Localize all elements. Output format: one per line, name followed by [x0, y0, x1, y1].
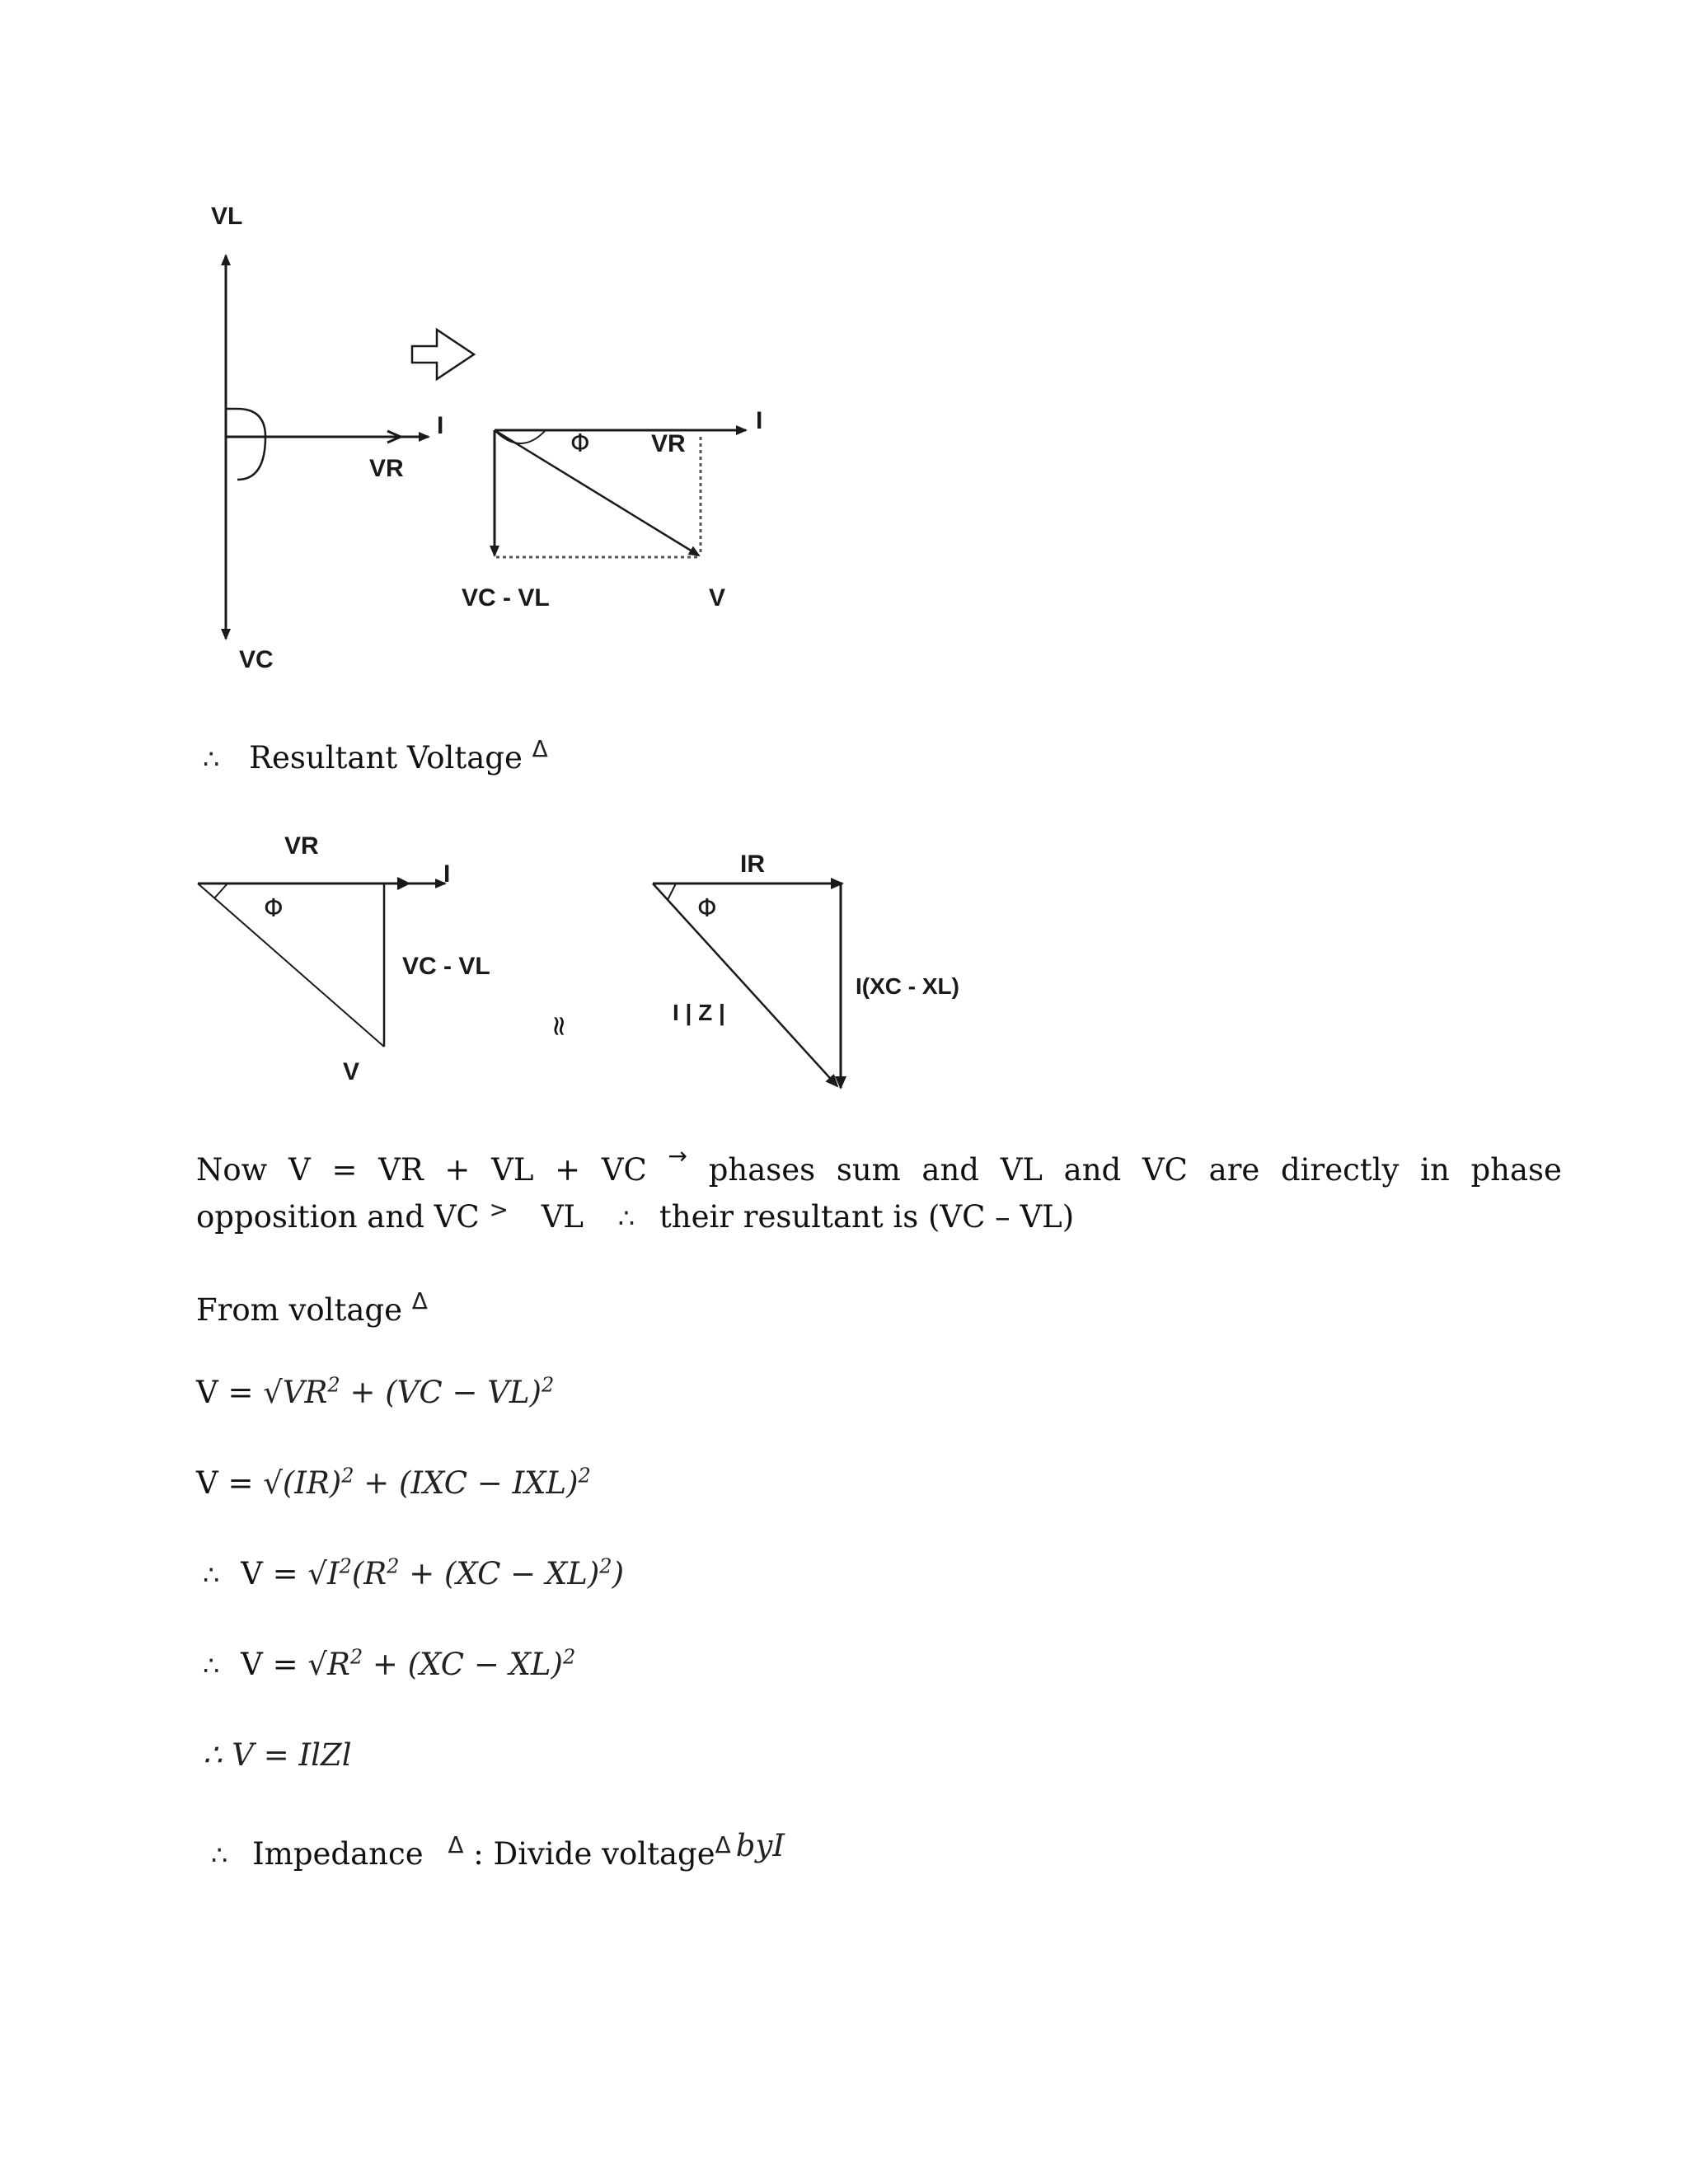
angle-arc — [495, 430, 546, 443]
therefore-symbol: ∴ — [203, 1650, 220, 1681]
ir-label: IR — [740, 851, 765, 878]
iz-hypotenuse — [653, 883, 837, 1086]
approx-symbol: ≈ — [542, 1014, 576, 1038]
impedance-text: Impedance — [252, 1836, 424, 1872]
delta-symbol: Δ — [411, 1287, 428, 1315]
phi-label: Φ — [264, 894, 284, 923]
vl-label: VL — [211, 203, 243, 230]
greater-than-symbol: > — [489, 1196, 509, 1223]
paragraph-text: VL — [541, 1199, 584, 1235]
equation-3: ∴ $V = √I^2(R^2 + (XC - XL)^2)$ — [203, 1554, 624, 1591]
equation-lhs: V = — [196, 1465, 254, 1501]
paragraph-word: + — [444, 1152, 471, 1188]
vr-label: VR — [651, 430, 686, 457]
v-hypotenuse — [198, 883, 384, 1047]
equation-lhs: V = — [196, 1375, 254, 1410]
ixc-xl-label: I(XC - XL) — [856, 973, 959, 999]
paragraph-word: = — [331, 1152, 358, 1188]
paragraph-word: VL — [491, 1152, 534, 1188]
paragraph-word: VR — [378, 1152, 424, 1188]
paragraph-line-2 — [196, 1196, 1562, 1235]
resultant-voltage-caption — [203, 735, 548, 776]
paragraph-word: sum — [836, 1152, 901, 1188]
paragraph-word: are — [1208, 1152, 1260, 1188]
paragraph — [196, 1142, 1562, 1235]
paragraph-text: opposition and VC — [196, 1199, 480, 1235]
vc-vl-label: VC - VL — [462, 584, 550, 612]
delta-symbol: Δ — [532, 735, 548, 762]
from-voltage-line — [196, 1287, 428, 1328]
paragraph-word: V — [288, 1152, 311, 1188]
therefore-symbol: ∴ — [617, 1202, 635, 1234]
paragraph-word: Now — [196, 1152, 268, 1188]
angle-arc — [226, 409, 265, 437]
vc-label: VC — [239, 646, 274, 673]
vr-label: VR — [369, 455, 404, 482]
impedance-caption — [211, 1828, 785, 1872]
divide-voltage-text: : Divide voltage — [473, 1836, 715, 1872]
v-label: V — [709, 584, 726, 612]
equation-lhs: V = — [241, 1647, 298, 1682]
delta-symbol: Δ — [715, 1831, 731, 1858]
i-label: I — [443, 860, 451, 888]
vc-vl-label: VC - VL — [402, 953, 490, 980]
from-voltage-text: From voltage — [196, 1292, 403, 1328]
paragraph-word: and — [1063, 1152, 1122, 1188]
resultant-voltage-text: Resultant Voltage — [249, 740, 523, 776]
paragraph-word: + — [555, 1152, 581, 1188]
vr-label: VR — [284, 832, 319, 860]
paragraph-word: phase — [1470, 1152, 1562, 1188]
angle-arc — [214, 883, 227, 898]
angle-arc — [668, 883, 676, 900]
voltage-phasor-triangle — [462, 404, 791, 626]
equation-5: ∴ V = IlZl — [203, 1737, 352, 1773]
therefore-symbol: ∴ — [211, 1840, 228, 1871]
equation-4: ∴ $V = √R^2 + (XC - XL)^2$ — [203, 1645, 576, 1682]
paragraph-word: and — [921, 1152, 979, 1188]
paragraph-word: phases — [708, 1152, 816, 1188]
equation-lhs: V = — [241, 1556, 298, 1591]
iz-label: I | Z | — [673, 1000, 725, 1025]
phi-label: Φ — [697, 894, 717, 923]
paragraph-word: VC — [1142, 1152, 1188, 1188]
paragraph-word: VC — [601, 1152, 647, 1188]
equation-2: V = √(IR)$^2$ + (IXC − IXL)$^2$ — [196, 1464, 591, 1501]
impedance-triangle — [643, 841, 989, 1104]
therefore-symbol: ∴ — [203, 1559, 220, 1591]
paragraph-text: their resultant is (VC – VL) — [659, 1199, 1075, 1235]
i-label: I — [437, 412, 444, 439]
right-arrow-symbol: → — [668, 1142, 687, 1169]
by-i-text: byI — [735, 1828, 785, 1863]
paragraph-word: in — [1420, 1152, 1450, 1188]
equation-1: $V = √VR^2 + (VC - VL)^2$ — [196, 1373, 555, 1410]
right-arrow-icon — [412, 330, 474, 379]
i-label: I — [756, 407, 763, 434]
v-label: V — [343, 1058, 360, 1085]
delta-symbol: Δ — [448, 1831, 464, 1858]
phi-label: Φ — [570, 429, 590, 458]
paragraph-word: VL — [1000, 1152, 1043, 1188]
voltage-triangle — [190, 824, 519, 1096]
therefore-symbol: ∴ — [203, 743, 220, 775]
paragraph-line-1 — [196, 1142, 1562, 1188]
paragraph-word: directly — [1281, 1152, 1400, 1188]
